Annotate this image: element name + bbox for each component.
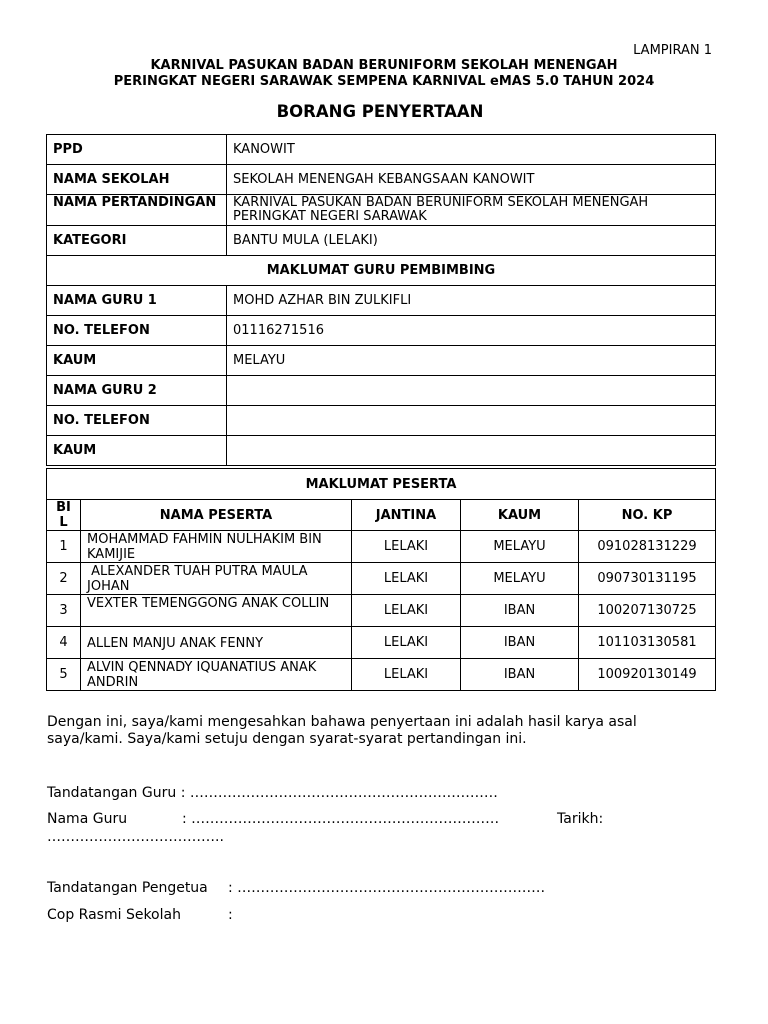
title-line-2: PERINGKAT NEGERI SARAWAK SEMPENA KARNIVAL eMAS 5.0 TAHUN 2024: [113, 74, 655, 89]
tandatangan-guru-label: Tandatangan Guru: [47, 785, 177, 801]
tel2-label: NO. TELEFON: [47, 406, 227, 436]
peserta-section-title: MAKLUMAT PESERTA: [47, 469, 716, 500]
kategori-label: KATEGORI: [47, 226, 227, 256]
table-row: [47, 531, 716, 563]
guru1-value: MOHD AZHAR BIN ZULKIFLI: [227, 286, 716, 316]
table-row: [47, 627, 716, 659]
nama-guru-line: [47, 811, 499, 827]
table-row: [47, 659, 716, 691]
pertandingan-label: NAMA PERTANDINGAN: [47, 195, 227, 226]
lampiran-label: LAMPIRAN 1: [633, 43, 712, 58]
col-header-kp: NO. KP: [579, 500, 716, 531]
ppd-value: KANOWIT: [227, 135, 716, 165]
sekolah-label: NAMA SEKOLAH: [47, 165, 227, 195]
table-row: [47, 165, 716, 195]
col-header-jantina: JANTINA: [352, 500, 461, 531]
table-row: [47, 195, 716, 226]
kaum2-label: KAUM: [47, 436, 227, 466]
cell-bil: 2: [47, 563, 81, 595]
tarikh-line: [557, 811, 603, 827]
colon: :: [180, 785, 186, 801]
signature-guru-line: [47, 785, 498, 801]
col-header-bil: BIL: [47, 500, 81, 531]
colon: :: [182, 811, 187, 827]
colon: :: [598, 811, 604, 827]
kategori-value: BANTU MULA (LELAKI): [227, 226, 716, 256]
dotted-line: …………………………………………………………: [189, 785, 498, 801]
info-table: [46, 134, 716, 466]
table-row: [47, 226, 716, 256]
cell-nama: MOHAMMAD FAHMIN NULHAKIM BIN KAMIJIE: [81, 531, 352, 563]
cell-kaum: IBAN: [461, 595, 579, 627]
cell-kaum: IBAN: [461, 659, 579, 691]
cell-nama: ALVIN QENNADY IQUANATIUS ANAK ANDRIN: [81, 659, 352, 691]
kaum2-value: [227, 436, 716, 466]
cell-kaum: MELAYU: [461, 531, 579, 563]
guru1-label: NAMA GURU 1: [47, 286, 227, 316]
table-row: [47, 256, 716, 286]
col-header-nama: NAMA PESERTA: [81, 500, 352, 531]
cell-jantina: LELAKI: [352, 563, 461, 595]
colon: :: [228, 880, 233, 896]
table-row: [47, 469, 716, 500]
cell-kp: 091028131229: [579, 531, 716, 563]
cell-kp: 090730131195: [579, 563, 716, 595]
cell-kaum: IBAN: [461, 627, 579, 659]
table-header-row: [47, 500, 716, 531]
dotted-line: ………………………………..: [47, 829, 224, 845]
cell-kaum: MELAYU: [461, 563, 579, 595]
guru2-label: NAMA GURU 2: [47, 376, 227, 406]
guru2-value: [227, 376, 716, 406]
cell-nama: VEXTER TEMENGGONG ANAK COLLIN: [81, 595, 352, 627]
table-row: [47, 376, 716, 406]
table-row: [47, 316, 716, 346]
cell-nama: ALEXANDER TUAH PUTRA MAULA JOHAN: [81, 563, 352, 595]
peserta-table: [46, 468, 716, 691]
declaration-text: Dengan ini, saya/kami mengesahkan bahawa penyertaan ini adalah hasil karya asal saya/kami. Saya/kami setuju dengan syarat-syarat pertandingan ini.: [47, 714, 637, 747]
col-header-kaum: KAUM: [461, 500, 579, 531]
cell-jantina: LELAKI: [352, 595, 461, 627]
table-row: [47, 346, 716, 376]
cell-nama: ALLEN MANJU ANAK FENNY: [81, 627, 352, 659]
guru-section-title: MAKLUMAT GURU PEMBIMBING: [47, 256, 716, 286]
cop-label: Cop Rasmi Sekolah: [47, 907, 181, 923]
kaum1-label: KAUM: [47, 346, 227, 376]
cell-bil: 1: [47, 531, 81, 563]
tarikh-label: Tarikh: [557, 811, 599, 827]
cell-jantina: LELAKI: [352, 627, 461, 659]
tel2-value: [227, 406, 716, 436]
cell-kp: 100207130725: [579, 595, 716, 627]
tel1-value: 01116271516: [227, 316, 716, 346]
table-row: [47, 436, 716, 466]
table-row: [47, 563, 716, 595]
table-row: [47, 286, 716, 316]
nama-guru-label: Nama Guru: [47, 811, 128, 827]
title-line-1: KARNIVAL PASUKAN BADAN BERUNIFORM SEKOLAH MENENGAH: [150, 58, 618, 73]
ppd-label: PPD: [47, 135, 227, 165]
signature-pengetua-line: [47, 880, 545, 896]
cop-line: [47, 907, 233, 923]
table-row: [47, 406, 716, 436]
cell-bil: 3: [47, 595, 81, 627]
dotted-line: …………………………………………………………: [237, 880, 546, 896]
tel1-label: NO. TELEFON: [47, 316, 227, 346]
sekolah-value: SEKOLAH MENENGAH KEBANGSAAN KANOWIT: [227, 165, 716, 195]
pertandingan-value: KARNIVAL PASUKAN BADAN BERUNIFORM SEKOLAH MENENGAH PERINGKAT NEGERI SARAWAK: [227, 195, 716, 226]
colon: :: [228, 907, 233, 923]
cell-bil: 4: [47, 627, 81, 659]
tandatangan-pengetua-label: Tandatangan Pengetua: [47, 880, 208, 896]
tarikh-dotted-line: [47, 829, 224, 845]
cell-kp: 101103130581: [579, 627, 716, 659]
form-title: BORANG PENYERTAAN: [276, 102, 484, 121]
dotted-line: …………………………………………………………: [191, 811, 500, 827]
cell-kp: 100920130149: [579, 659, 716, 691]
cell-jantina: LELAKI: [352, 659, 461, 691]
table-row: [47, 135, 716, 165]
kaum1-value: MELAYU: [227, 346, 716, 376]
cell-bil: 5: [47, 659, 81, 691]
cell-jantina: LELAKI: [352, 531, 461, 563]
table-row: [47, 595, 716, 627]
